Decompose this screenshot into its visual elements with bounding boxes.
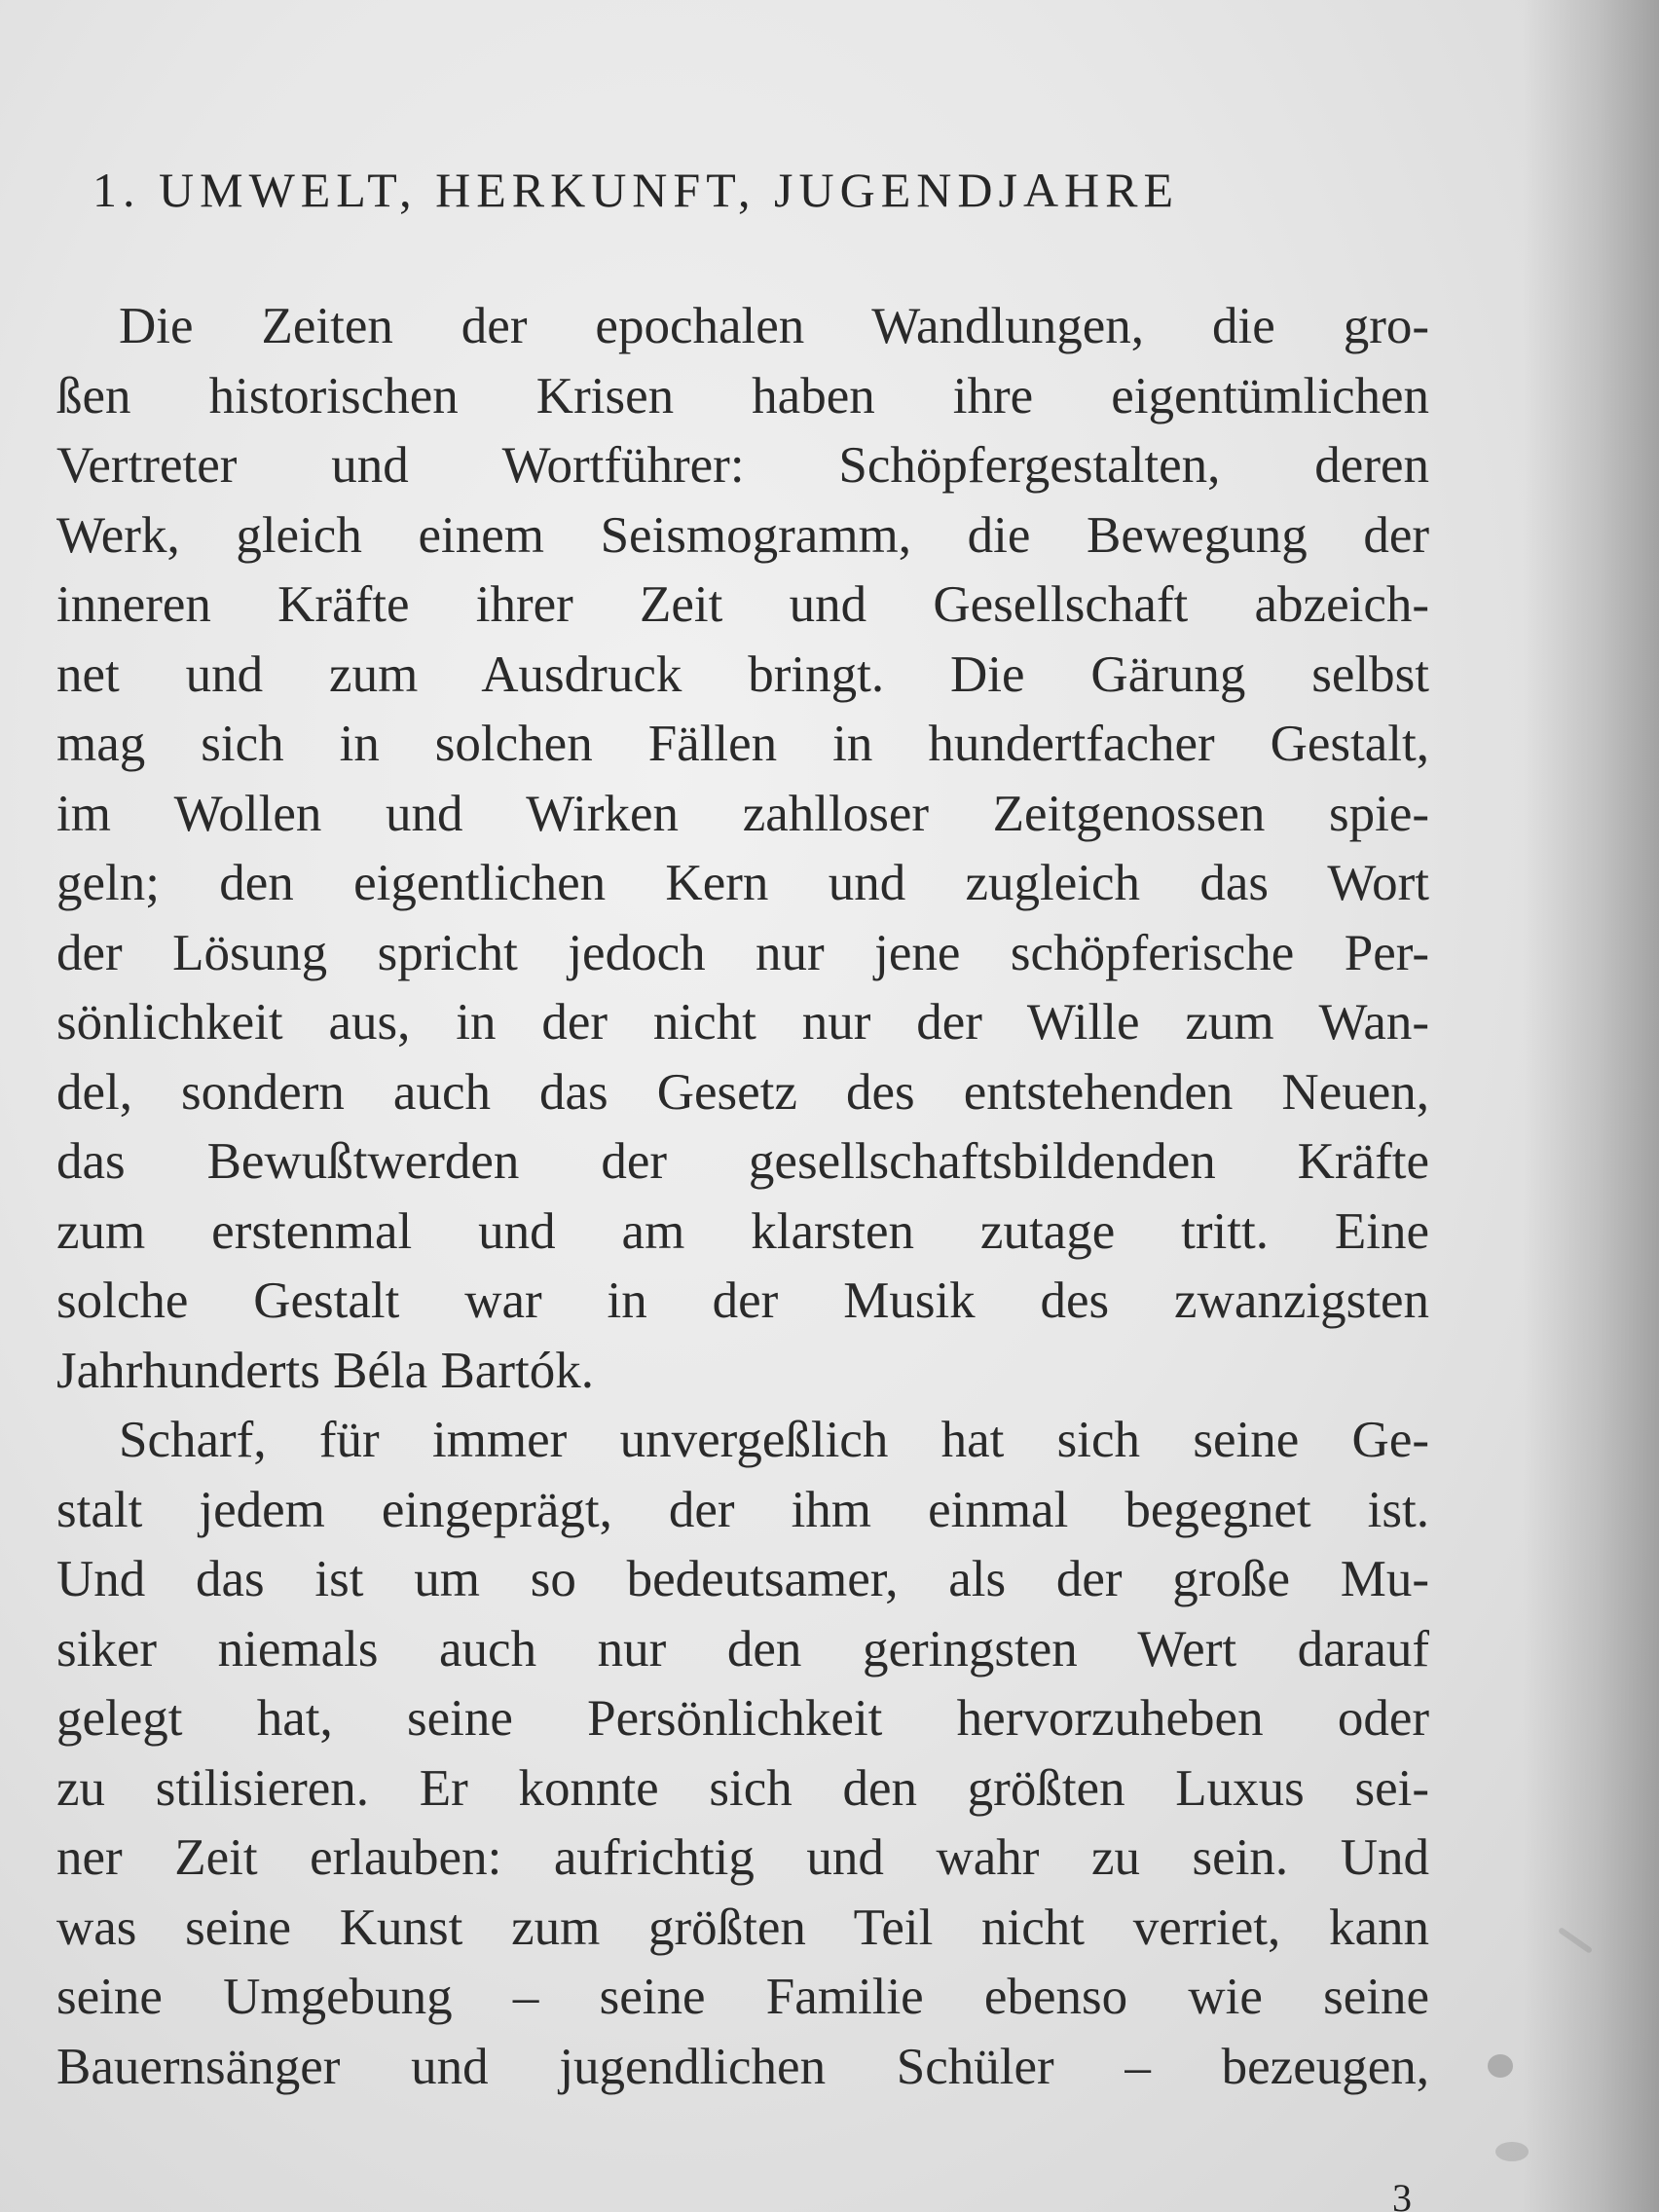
text-line: mag sich in solchen Fällen in hundertfacher Gestalt, [56,716,1429,772]
text-line: was seine Kunst zum größten Teil nicht verriet, kann [56,1899,1429,1956]
chapter-heading: 1. UMWELT, HERKUNFT, JUGENDJAHRE [92,163,1180,217]
text-line: geln; den eigentlichen Kern und zugleich das Wort [56,855,1429,911]
scan-speck [1488,2054,1513,2078]
text-line: Scharf, für immer unvergeßlich hat sich seine Ge- [119,1412,1429,1468]
text-line: del, sondern auch das Gesetz des entstehenden Neuen, [56,1063,1429,1121]
text-line: Die Zeiten der epochalen Wandlungen, die gro- [119,298,1429,354]
text-line: siker niemals auch nur den geringsten Wert darauf [56,1620,1429,1677]
paragraph [56,1406,1429,2102]
text-line: inneren Kräfte ihrer Zeit und Gesellschaft abzeich- [56,576,1429,633]
text-line: Werk, gleich einem Seismogramm, die Bewegung der [56,506,1429,564]
text-line: im Wollen und Wirken zahlloser Zeitgenossen spie- [56,785,1429,842]
text-line: stalt jedem eingeprägt, der ihm einmal begegnet ist. [56,1481,1429,1538]
text-line: net und zum Ausdruck bringt. Die Gärung selbst [56,645,1429,703]
scan-speck [1558,1927,1593,1954]
text-line: Vertreter und Wortführer: Schöpfergestalten, deren [56,437,1429,494]
text-line: Bauernsänger und jugendlichen Schüler – bezeugen, [56,2038,1429,2095]
paragraph [56,292,1429,1406]
page-number: 3 [1392,2176,1412,2212]
text-line: ner Zeit erlauben: aufrichtig und wahr zu sein. Und [56,1829,1429,1886]
text-line: das Bewußtwerden der gesellschaftsbildenden Kräfte [56,1133,1429,1190]
text-line: der Lösung spricht jedoch nur jene schöpferische Per- [56,924,1429,981]
text-line: seine Umgebung – seine Familie ebenso wie seine [56,1969,1429,2025]
text-line: zum erstenmal und am klarsten zutage tritt. Eine [56,1202,1429,1260]
text-line: gelegt hat, seine Persönlichkeit hervorzuheben oder [56,1690,1429,1747]
text-line: Und das ist um so bedeutsamer, als der große Mu- [56,1551,1429,1607]
text-line: zu stilisieren. Er konnte sich den größten Luxus sei- [56,1759,1429,1817]
text-line: sönlichkeit aus, in der nicht nur der Wille zum Wan- [56,994,1429,1051]
text-line: solche Gestalt war in der Musik des zwanzigsten [56,1272,1429,1329]
text-line: ßen historischen Krisen haben ihre eigentümlichen [56,367,1429,424]
body-text [56,292,1429,2102]
scan-speck [1495,2142,1529,2161]
text-line: Jahrhunderts Béla Bartók. [56,1342,594,1399]
